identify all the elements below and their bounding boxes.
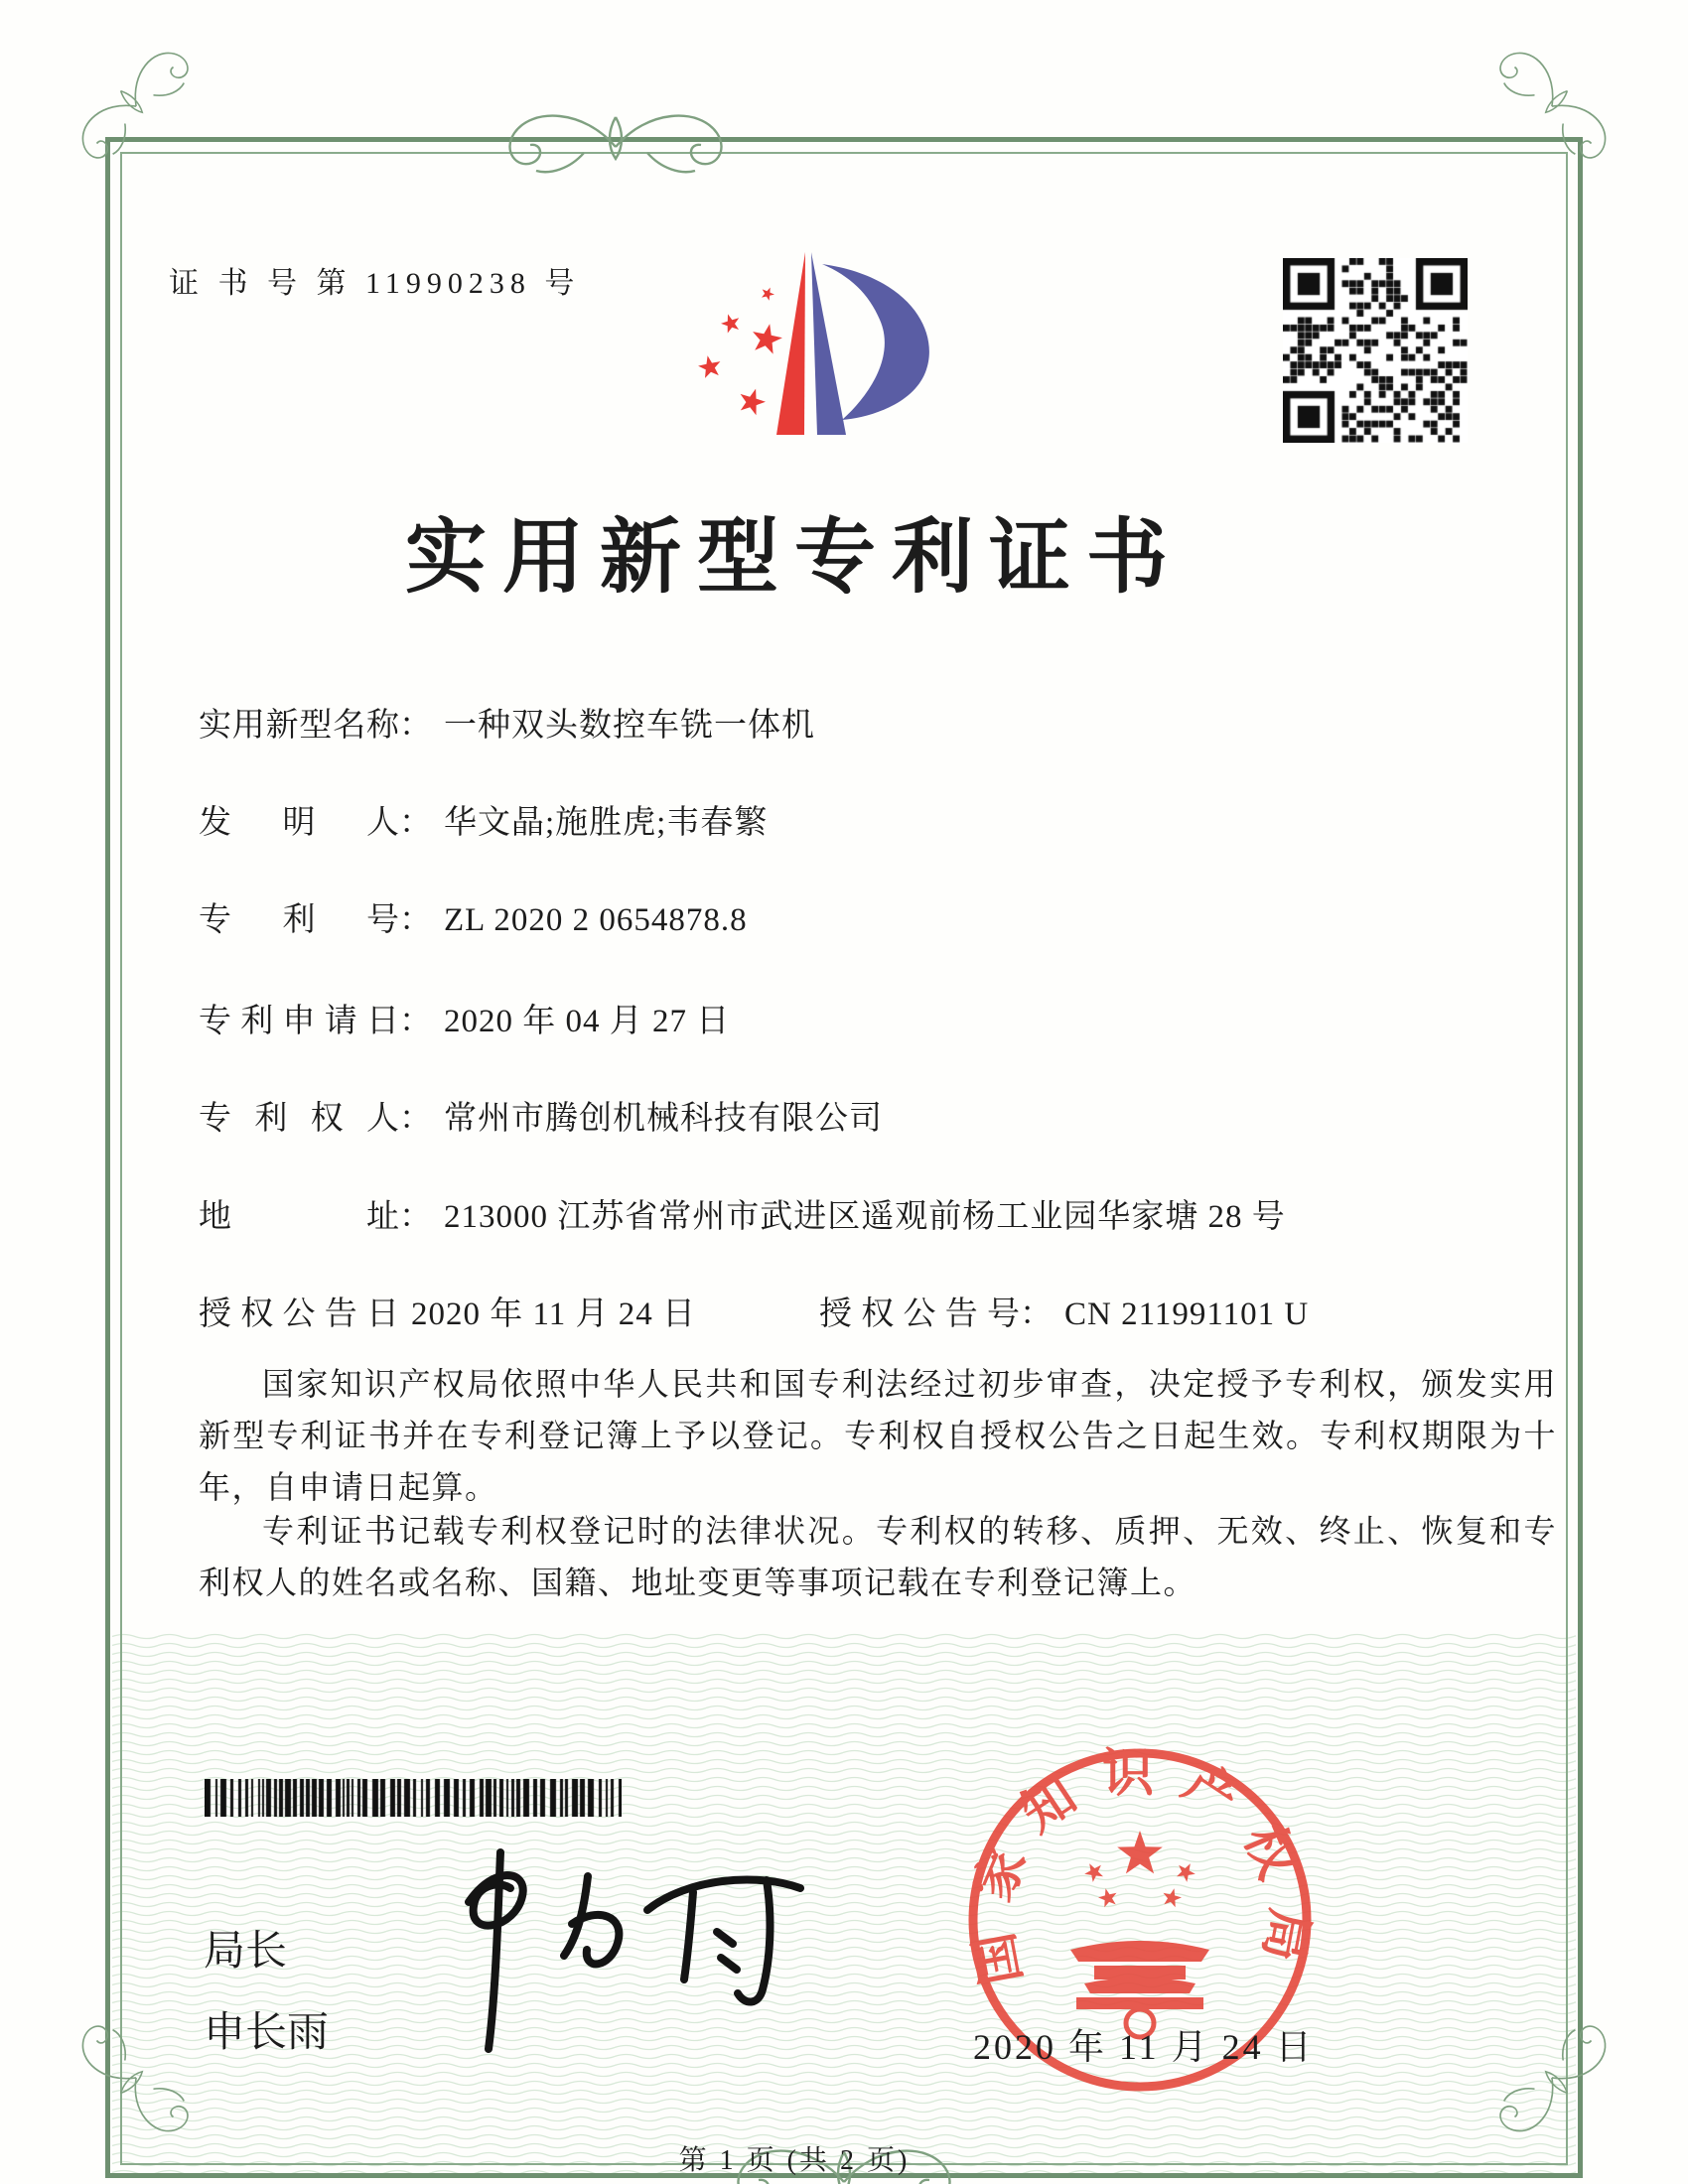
field-row-filing-date [199,995,1569,1041]
officer-name: 申长雨 [204,2008,330,2055]
field-colon: ： [399,1101,432,1137]
legal-paragraph-1: 国家知识产权局依照中华人民共和国专利法经过初步审查，决定授予专利权，颁发实用新型专利证书并在专利登记簿上予以登记。专利权自授权公告之日起生效。专利权期限为十年，自申请日起算。 [199,1366,1557,1505]
certificate-title: 实用新型专利证书 [404,512,1184,603]
field-label: 发明人 [199,805,399,841]
field-colon: ： [399,1004,432,1039]
field-row-grant-date [199,1288,1569,1334]
national-emblem-icon [1070,1831,1209,2037]
certificate-number: 证 书 号 第 11990238 号 [169,267,581,300]
field-label: 授权公告日 [199,1297,399,1332]
field-row-name [199,699,1569,746]
field-value: 213000 江苏省常州市武进区遥观前杨工业园华家塘 28 号 [444,1199,1286,1235]
field-row-patent-number [199,893,1569,940]
grant-number-group [819,1288,1309,1334]
field-row-patentee [199,1092,1569,1139]
field-label: 授权公告号 [819,1297,1020,1332]
field-row-inventors [199,796,1569,843]
field-colon: ： [399,1199,432,1235]
inner-border [120,152,1568,2165]
page-footer: 第 1 页 (共 2 页) [678,2145,911,2176]
seal-text: 国家知识产权局 [961,1746,1319,1989]
field-colon: ： [399,805,432,841]
field-label: 实用新型名称 [199,708,399,744]
field-row-address [199,1190,1569,1237]
field-label: 专利申请日 [199,1004,399,1039]
field-value: 华文晶;施胜虎;韦春繁 [444,805,769,841]
barcode-icon [205,1779,622,1817]
field-value: ZL 2020 2 0654878.8 [444,902,748,938]
handwritten-signature-icon [437,1839,824,2077]
field-colon: ： [399,902,432,938]
field-value: 一种双头数控车铣一体机 [444,708,815,744]
field-value: 2020 年 11 月 24 日 [411,1297,697,1332]
qr-code-icon [1283,258,1468,443]
field-value: 2020 年 04 月 27 日 [444,1004,731,1039]
field-label: 专利权人 [199,1101,399,1137]
field-label: 地址 [199,1199,399,1235]
legal-paragraph-2: 专利证书记载专利权登记时的法律状况。专利权的转移、质押、无效、终止、恢复和专利权人的姓名或名称、国籍、地址变更等事项记载在专利登记簿上。 [199,1513,1557,1600]
seal-date: 2020 年 11 月 24 日 [973,2027,1315,2067]
field-colon: ： [1020,1297,1053,1332]
field-value: 常州市腾创机械科技有限公司 [444,1101,883,1137]
cnipa-logo-icon [655,236,953,453]
field-colon: ： [399,708,432,744]
field-value: CN 211991101 U [1064,1297,1310,1332]
field-label: 专利号 [199,902,399,938]
officer-title: 局长 [204,1927,288,1974]
